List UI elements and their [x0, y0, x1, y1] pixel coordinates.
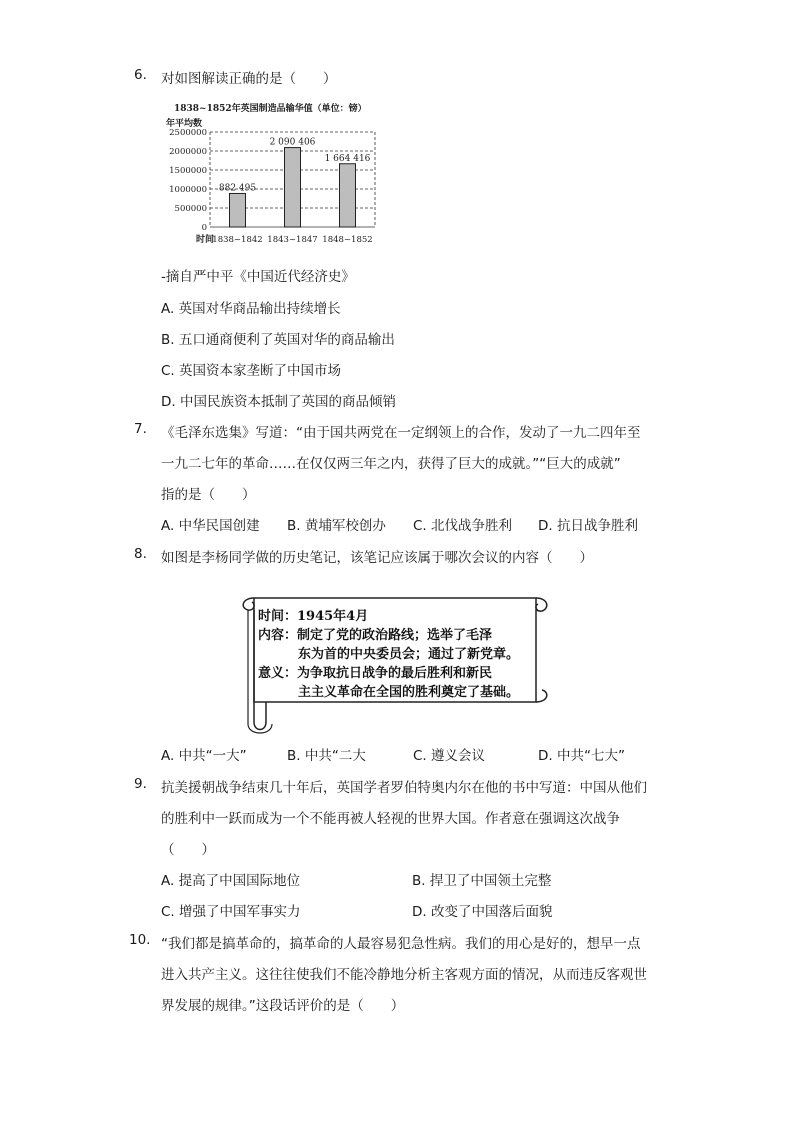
question-stem-line: 抗美援朝战争结束几十年后，英国学者罗伯特奥内尔在他的书中写道：中国从他们	[161, 780, 647, 796]
question-stem-line: 进入共产主义。这往往使我们不能冷静地分析主客观方面的情况，从而违反客观世	[161, 967, 647, 983]
bar	[285, 148, 301, 227]
option-b[interactable]: B. 黄埔军校创办	[287, 518, 386, 534]
y-tick-label: 500000	[174, 204, 207, 214]
chart-ylabel: 年平均数	[166, 119, 203, 129]
option-c[interactable]: C. 增强了中国军事实力	[161, 904, 301, 920]
question-stem-line: “我们都是搞革命的，搞革命的人最容易犯急性病。我们的用心是好的，想早一点	[161, 936, 641, 952]
question-number: 6.	[134, 67, 147, 83]
question-number: 10.	[129, 932, 151, 948]
y-tick-label: 2000000	[169, 147, 207, 157]
question-number: 9.	[134, 776, 147, 792]
question-stem-line: 《毛泽东选集》写道：“由于国共两党在一定纲领上的合作，发动了一九二四年至	[161, 425, 641, 441]
question-number: 8.	[134, 546, 147, 562]
question-number: 7.	[134, 421, 147, 437]
option-d[interactable]: D. 中国民族资本抵制了英国的商品倾销	[161, 394, 396, 410]
option-a[interactable]: A. 中共“一大”	[161, 748, 247, 764]
scroll-line-4: 意义：为争取抗日战争的最后胜利和新民	[258, 666, 493, 681]
option-c[interactable]: C. 英国资本家垄断了中国市场	[161, 363, 342, 379]
scroll-line-1: 时间：1945年4月	[258, 609, 369, 624]
bar-value-label: 1 664 416	[324, 153, 371, 164]
scroll-line-5: 主主义革命在全国的胜利奠定了基础。	[298, 685, 520, 700]
bar-value-label: 882 495	[218, 183, 257, 194]
bar-chart	[160, 97, 420, 247]
question-stem-line: 界发展的规律。”这段话评价的是（ ）	[161, 998, 405, 1014]
y-tick-label: 1000000	[169, 185, 207, 195]
option-d[interactable]: D. 改变了中国落后面貌	[412, 904, 553, 920]
option-a[interactable]: A. 提高了中国国际地位	[161, 873, 301, 889]
bar	[230, 193, 246, 227]
scroll-line-2: 内容：制定了党的政治路线；选举了毛泽	[258, 628, 493, 643]
option-c[interactable]: C. 遵义会议	[413, 748, 486, 764]
option-b[interactable]: B. 捍卫了中国领土完整	[412, 873, 552, 889]
option-b[interactable]: B. 五口通商便利了英国对华的商品输出	[161, 332, 395, 348]
history-note-scroll	[236, 584, 556, 736]
source-citation: -摘自严中平《中国近代经济史》	[161, 269, 355, 285]
scroll-line-3: 东为首的中央委员会；通过了新党章。	[298, 647, 520, 662]
question-stem-line: 的胜利中一跃而成为一个不能再被人轻视的世界大国。作者意在强调这次战争	[161, 811, 620, 827]
option-a[interactable]: A. 中华民国创建	[161, 518, 260, 534]
question-stem-line: （ ）	[161, 842, 215, 858]
question-stem: 如图是李杨同学做的历史笔记，该笔记应该属于哪次会议的内容（ ）	[161, 550, 593, 566]
question-stem-line: 指的是（ ）	[161, 487, 256, 503]
option-c[interactable]: C. 北伐战争胜利	[413, 518, 513, 534]
option-a[interactable]: A. 英国对华商品输出持续增长	[161, 301, 341, 317]
x-tick-label: 1843~1847	[267, 235, 318, 245]
y-tick-label: 2500000	[169, 128, 207, 138]
x-tick-label: 1838~1842	[212, 235, 263, 245]
y-tick-label: 1500000	[169, 166, 207, 176]
bar	[340, 164, 356, 227]
option-d[interactable]: D. 抗日战争胜利	[538, 518, 638, 534]
chart-title: 1838~1852年英国制造品输华值（单位：镑）	[174, 104, 367, 114]
question-stem: 对如图解读正确的是（ ）	[161, 71, 337, 87]
x-tick-label: 1848~1852	[322, 235, 373, 245]
option-d[interactable]: D. 中共“七大”	[538, 748, 625, 764]
chart-xlabel: 时间	[196, 235, 215, 245]
y-tick-label: 0	[201, 223, 207, 233]
bar-value-label: 2 090 406	[269, 137, 316, 148]
question-stem-line: 一九二七年的革命……在仅仅两三年之内，获得了巨大的成就。”“巨大的成就”	[161, 456, 621, 472]
option-b[interactable]: B. 中共“二大	[287, 748, 366, 764]
